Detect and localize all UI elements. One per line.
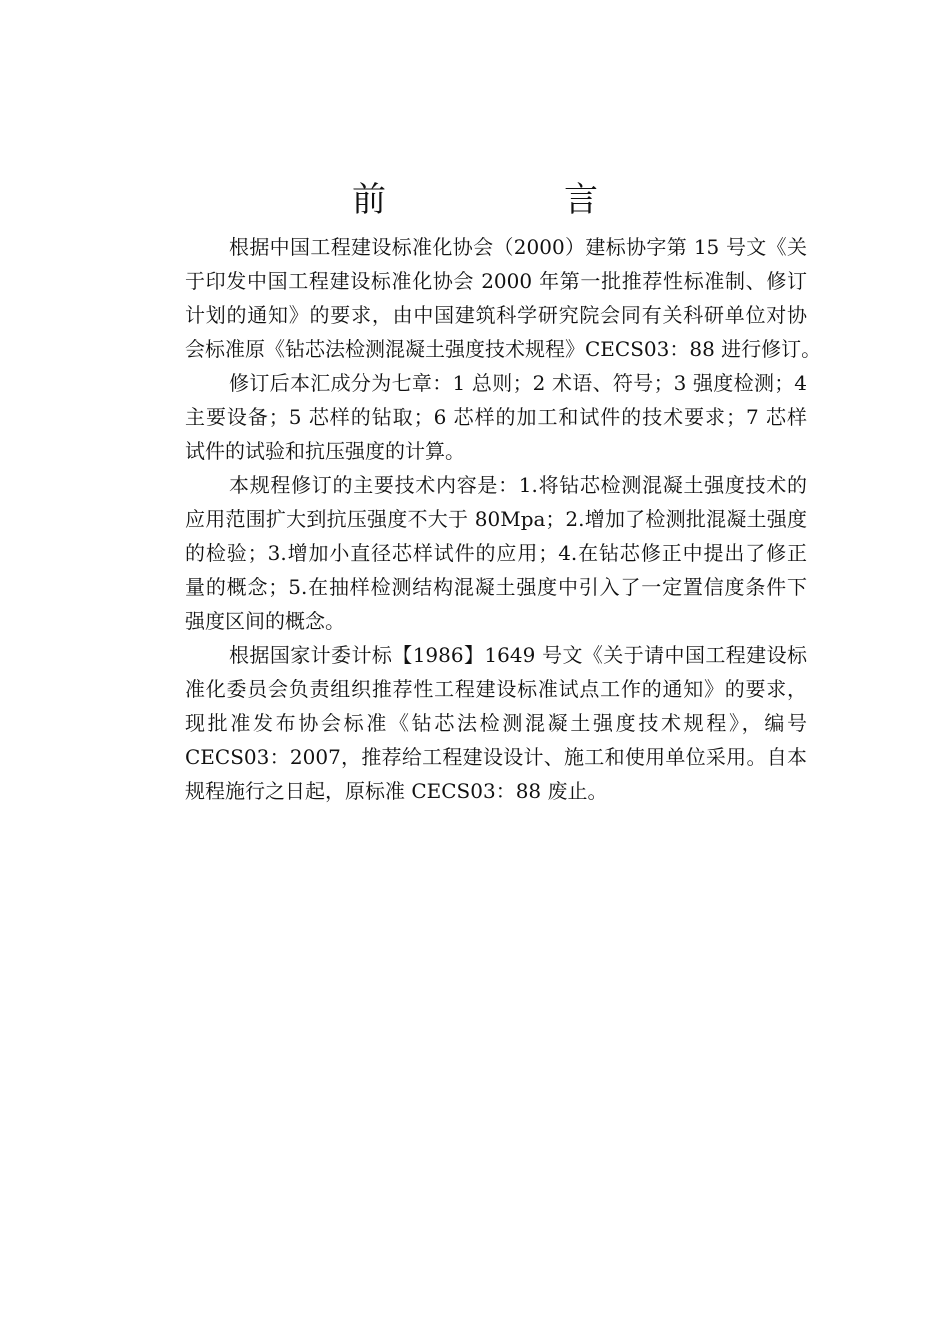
text-line: 会标准原《钻芯法检测混凝土强度技术规程》CECS03：88 进行修订。 <box>185 337 822 361</box>
text-line: 计划的通知》的要求，由中国建筑科学研究院会同有关科研单位对协 <box>185 303 807 327</box>
paragraph-4 <box>145 638 807 808</box>
page-title: 前 言 <box>352 180 670 220</box>
text-line: 根据中国工程建设标准化协会（2000）建标协字第 15 号文《关 <box>229 235 807 259</box>
document-body <box>145 230 822 808</box>
paragraph-3 <box>145 468 807 638</box>
text-line: 主要设备；5 芯样的钻取；6 芯样的加工和试件的技术要求；7 芯样 <box>185 405 807 429</box>
text-line: 试件的试验和抗压强度的计算。 <box>185 439 465 463</box>
text-line: 根据国家计委计标【1986】1649 号文《关于请中国工程建设标 <box>229 643 807 667</box>
text-line: 量的概念；5.在抽样检测结构混凝土强度中引入了一定置信度条件下 <box>185 575 807 599</box>
text-line: 准化委员会负责组织推荐性工程建设标准试点工作的通知》的要求， <box>185 677 807 701</box>
paragraph-2 <box>145 366 807 468</box>
text-line: 应用范围扩大到抗压强度不大于 80Mpa；2.增加了检测批混凝土强度 <box>185 507 807 531</box>
text-line: 现批准发布协会标准《钻芯法检测混凝土强度技术规程》，编号 <box>185 711 807 735</box>
text-line: 的检验；3.增加小直径芯样试件的应用；4.在钻芯修正中提出了修正 <box>185 541 807 565</box>
text-line: 规程施行之日起，原标准 CECS03：88 废止。 <box>185 779 608 803</box>
text-line: 本规程修订的主要技术内容是：1.将钻芯检测混凝土强度技术的 <box>229 473 807 497</box>
text-line: 强度区间的概念。 <box>185 609 345 633</box>
paragraph-1 <box>145 230 822 366</box>
text-line: CECS03：2007，推荐给工程建设设计、施工和使用单位采用。自本 <box>185 745 807 769</box>
text-line: 于印发中国工程建设标准化协会 2000 年第一批推荐性标准制、修订 <box>185 269 807 293</box>
text-line: 修订后本汇成分为七章：1 总则；2 术语、符号；3 强度检测；4 <box>229 371 807 395</box>
